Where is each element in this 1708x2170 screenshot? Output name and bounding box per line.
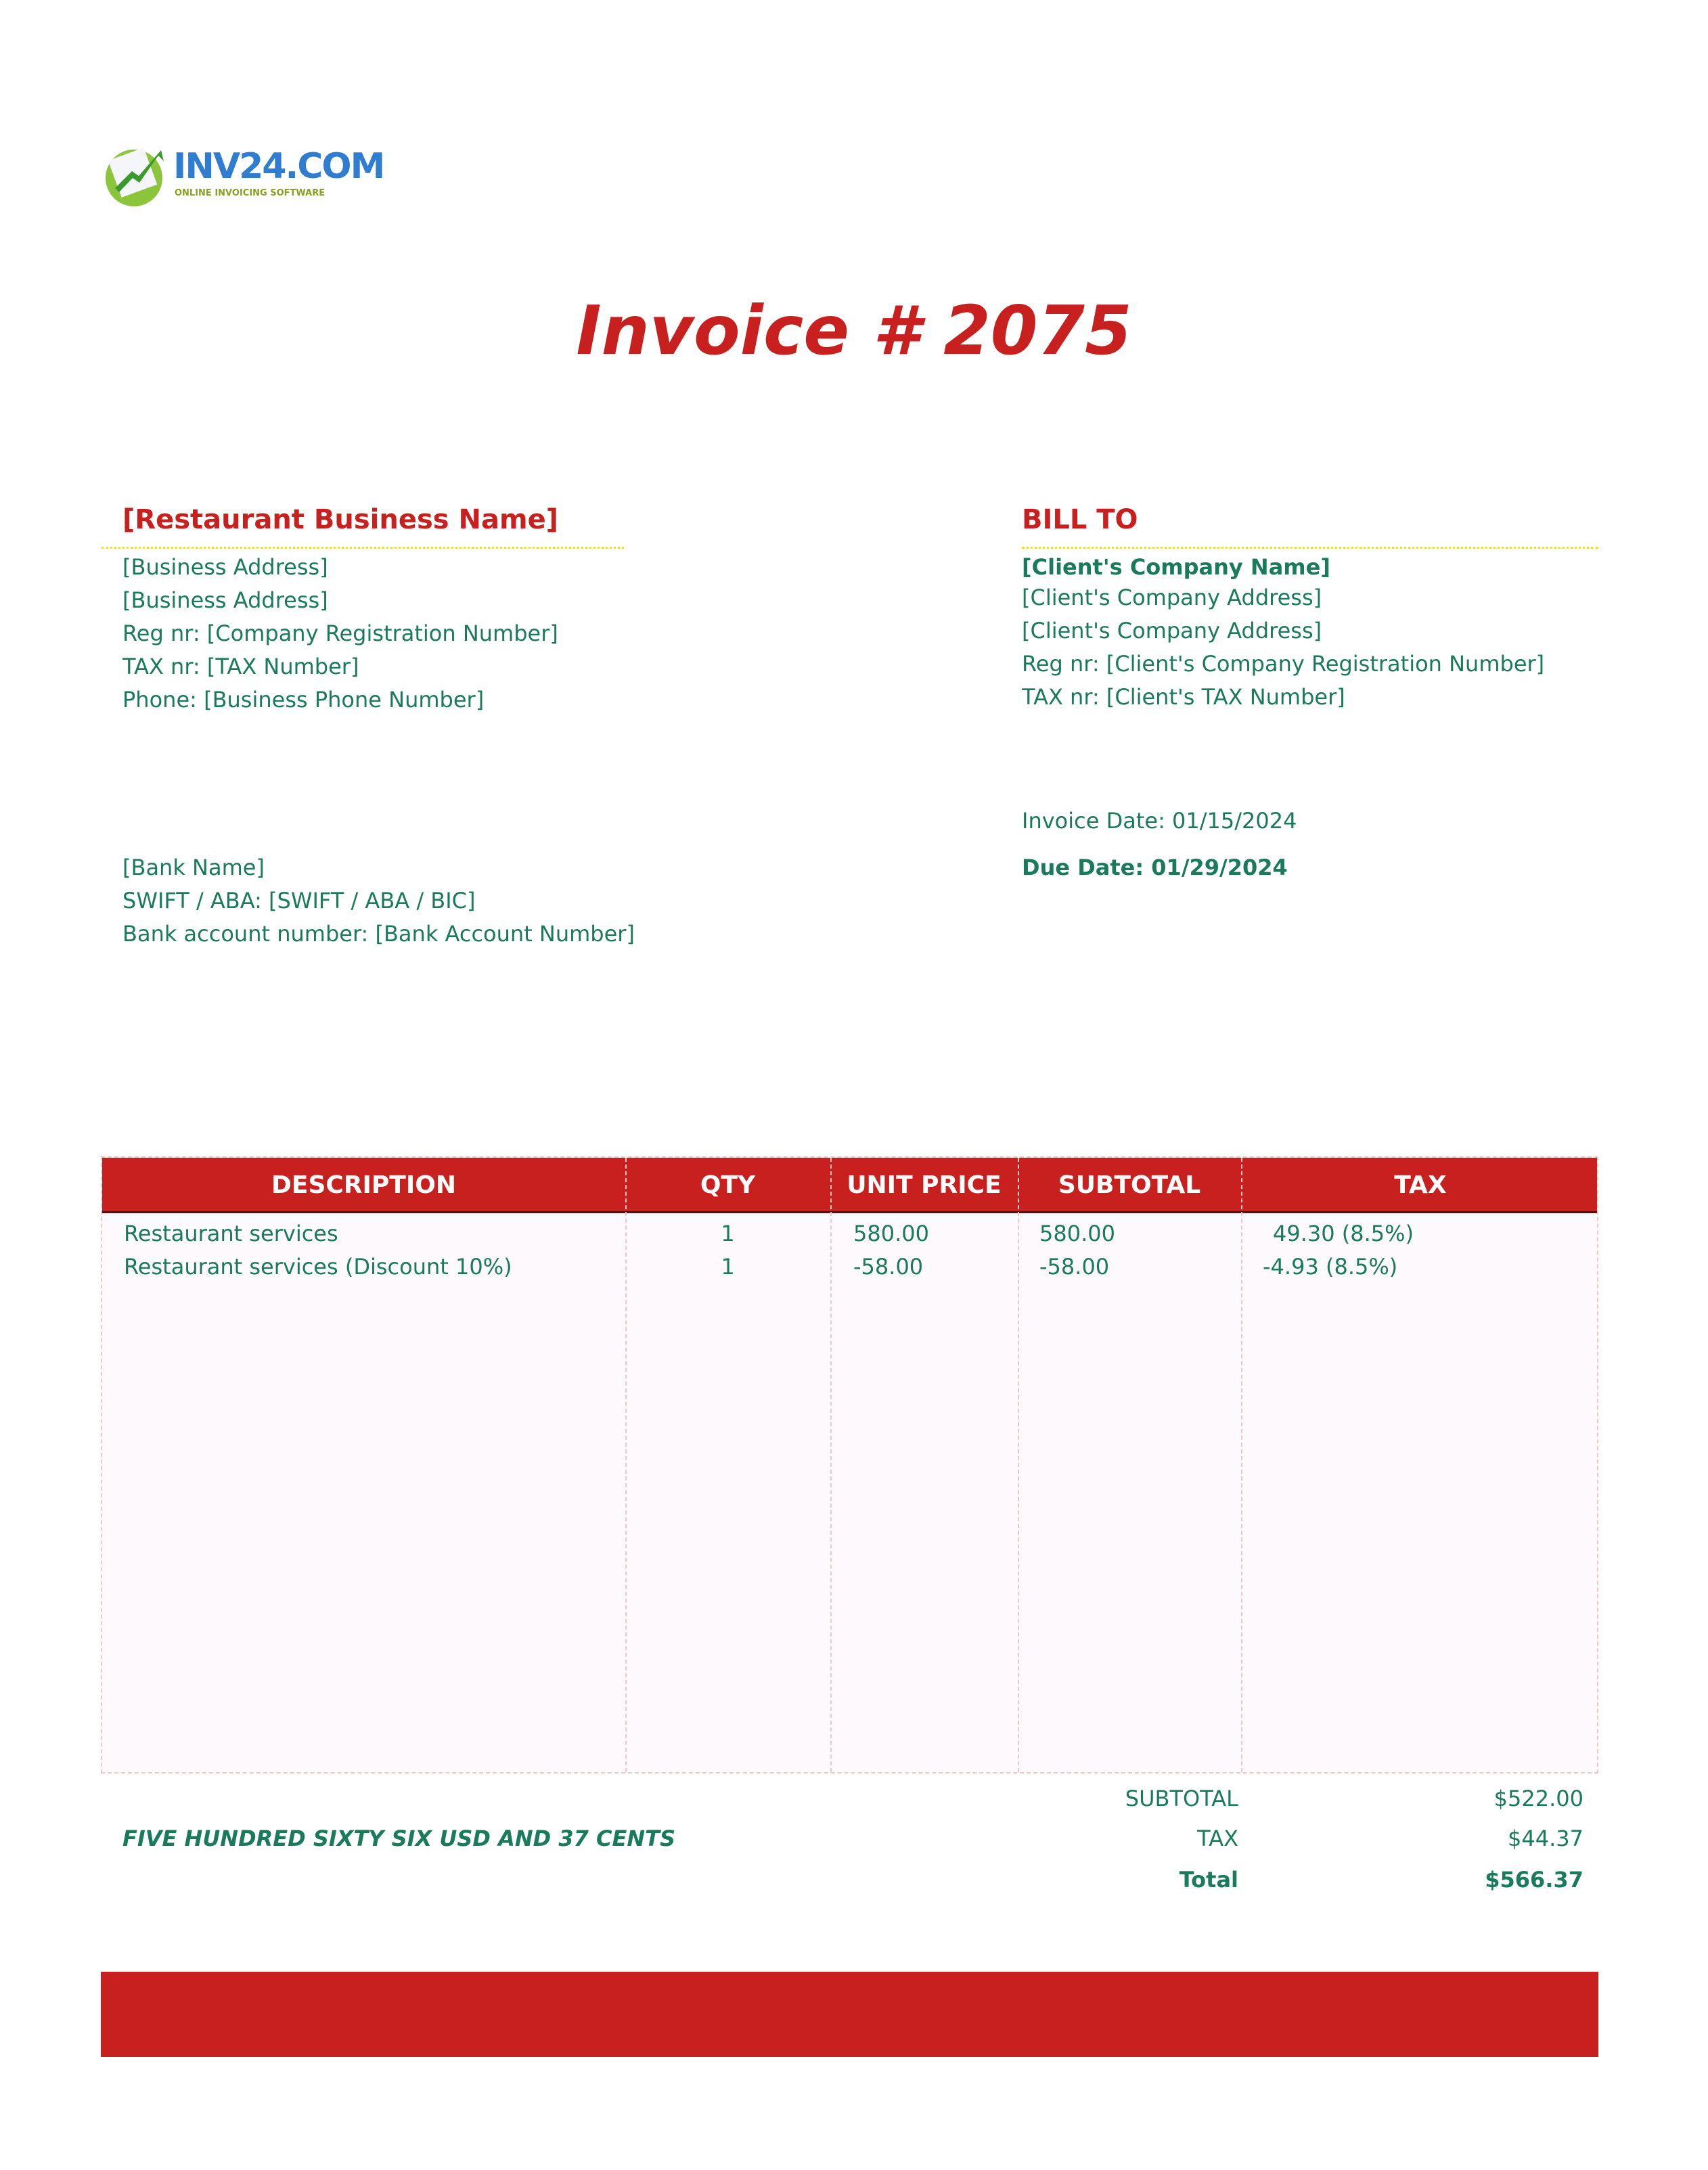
row-2-tax: -4.93 (8.5%) [1263,1254,1398,1280]
invoice-title: Invoice # 2075 [576,291,1132,370]
amount-in-words: FIVE HUNDRED SIXTY SIX USD AND 37 CENTS [122,1826,676,1851]
row-1-subtotal: 580.00 [1039,1221,1115,1246]
tax-value: $44.37 [1508,1826,1583,1851]
bank-line: Bank account number: [Bank Account Number] [122,921,635,947]
invoice-date: Invoice Date: 01/15/2024 [1022,808,1297,834]
seller-line: TAX nr: [TAX Number] [122,654,359,679]
seller-line: Phone: [Business Phone Number] [122,687,485,713]
header-subtotal: SUBTOTAL [1058,1171,1201,1199]
row-2-subtotal: -58.00 [1039,1254,1110,1280]
header-tax: TAX [1394,1171,1447,1199]
seller-line: Reg nr: [Company Registration Number] [122,620,558,646]
row-1-description: Restaurant services [124,1221,338,1246]
bank-line: SWIFT / ABA: [SWIFT / ABA / BIC] [122,888,476,913]
seller-line: [Business Address] [122,554,328,580]
row-1-qty: 1 [721,1221,735,1246]
client-line: TAX nr: [Client's TAX Number] [1022,684,1345,710]
header-description: DESCRIPTION [271,1171,456,1199]
bank-line: [Bank Name] [122,855,265,880]
total-value: $566.37 [1485,1867,1583,1893]
seller-name: [Restaurant Business Name] [122,504,559,535]
header-unit-price: UNIT PRICE [847,1171,1002,1199]
logo-tagline: ONLINE INVOICING SOFTWARE [175,188,325,198]
subtotal-value: $522.00 [1493,1786,1583,1811]
client-line: Reg nr: [Client's Company Registration Number] [1022,651,1545,677]
bill-to-divider [1022,547,1598,549]
client-line: [Client's Company Address] [1022,618,1322,643]
line-items-table [101,1156,1598,1773]
tax-label: TAX [1197,1826,1238,1851]
header-qty: QTY [700,1171,756,1199]
client-line: [Client's Company Address] [1022,585,1322,610]
row-2-qty: 1 [721,1254,735,1280]
logo-text: INV24.COM [173,146,384,187]
seller-line: [Business Address] [122,587,328,613]
row-2-description: Restaurant services (Discount 10%) [124,1254,512,1280]
total-label: Total [1179,1867,1238,1893]
subtotal-label: SUBTOTAL [1125,1786,1238,1811]
bill-to-heading: BILL TO [1022,504,1138,535]
client-company-name: [Client's Company Name] [1022,554,1330,580]
row-2-unit-price: -58.00 [853,1254,924,1280]
due-date: Due Date: 01/29/2024 [1022,855,1288,880]
row-1-tax: 49.30 (8.5%) [1273,1221,1414,1246]
seller-divider [102,547,624,549]
footer-bar [101,1972,1598,2057]
company-logo [102,141,384,208]
table-header [102,1158,1597,1213]
row-1-unit-price: 580.00 [853,1221,929,1246]
